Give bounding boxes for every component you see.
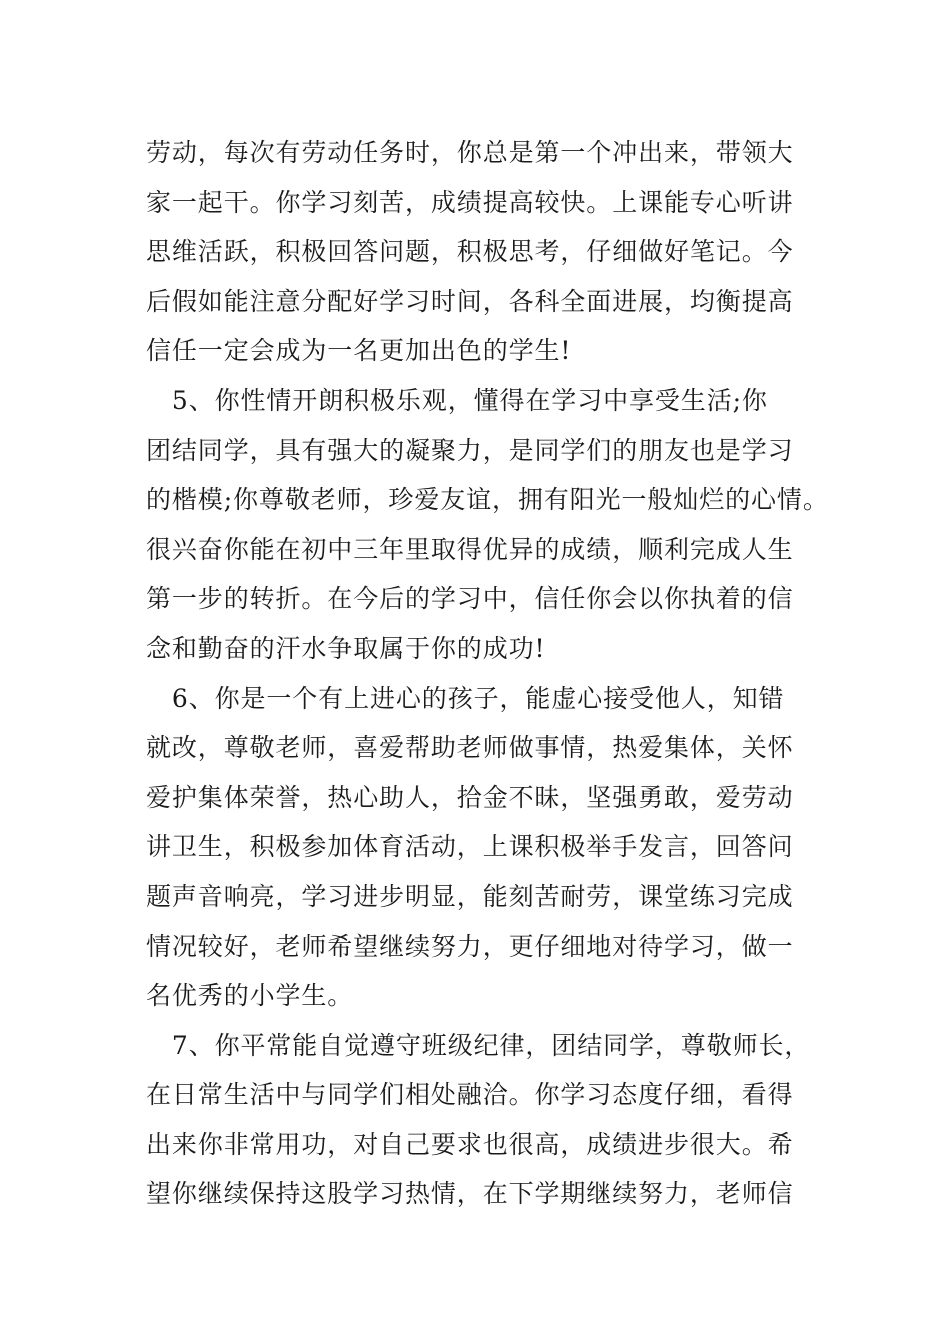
text-line: 念和勤奋的汗水争取属于你的成功! [146,633,546,663]
text-line: 情况较好，老师希望继续努力，更仔细地对待学习，做一 [146,931,794,961]
text-line: 爱护集体荣誉，热心助人，拾金不昧，坚强勇敢，爱劳动 [146,782,794,812]
text-line: 就改，尊敬老师，喜爱帮助老师做事情，热爱集体，关怀 [146,733,794,763]
text-line: 在日常生活中与同学们相处融洽。你学习态度仔细，看得 [146,1080,794,1110]
text-line: 讲卫生，积极参加体育活动，上课积极举手发言，回答问 [146,832,794,862]
text-line: 家一起干。你学习刻苦，成绩提高较快。上课能专心听讲 [146,187,794,217]
text-line: 的楷模;你尊敬老师，珍爱友谊，拥有阳光一般灿烂的心情。 [146,485,829,515]
paragraph-7-start: 7、你平常能自觉遵守班级纪律，团结同学，尊敬师长， [146,1030,811,1060]
paragraph-6-start: 6、你是一个有上进心的孩子，能虚心接受他人，知错 [146,683,785,713]
document-body [146,128,829,1219]
text-line: 劳动，每次有劳动任务时，你总是第一个冲出来，带领大 [146,138,794,167]
text-line: 出来你非常用功，对自己要求也很高，成绩进步很大。希 [146,1129,794,1159]
text-line: 很兴奋你能在初中三年里取得优异的成绩，顺利完成人生 [146,534,794,564]
text-line: 名优秀的小学生。 [146,981,354,1011]
text-line: 题声音响亮，学习进步明显，能刻苦耐劳，课堂练习完成 [146,881,794,911]
paragraph-5-start: 5、你性情开朗积极乐观，懂得在学习中享受生活;你 [146,385,768,415]
text-line: 信任一定会成为一名更加出色的学生! [146,336,572,366]
text-line: 思维活跃，积极回答问题，积极思考，仔细做好笔记。今 [146,237,794,267]
text-line: 团结同学，具有强大的凝聚力，是同学们的朋友也是学习 [146,435,794,465]
text-line: 第一步的转折。在今后的学习中，信任你会以你执着的信 [146,584,794,614]
text-line: 望你继续保持这股学习热情，在下学期继续努力，老师信 [146,1179,794,1209]
text-line: 后假如能注意分配好学习时间，各科全面进展，均衡提高 [146,286,794,316]
